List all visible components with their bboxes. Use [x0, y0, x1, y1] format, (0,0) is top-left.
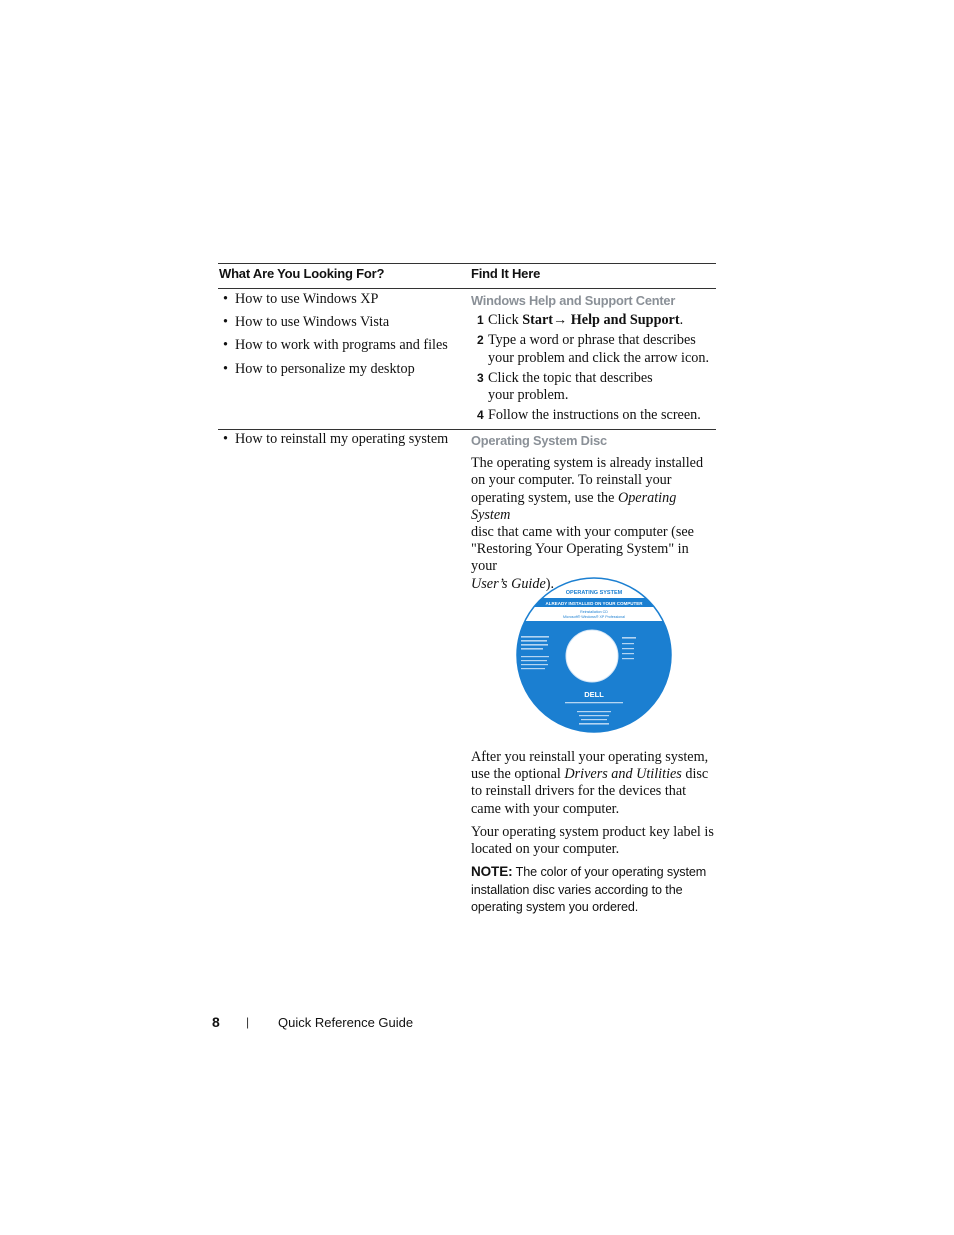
list-item: • How to work with programs and files: [223, 337, 448, 353]
note-label: NOTE:: [471, 864, 513, 880]
disc-brand-logo: DELL: [584, 690, 604, 699]
disc-band-label: ALREADY INSTALLED ON YOUR COMPUTER: [545, 601, 643, 606]
row1-help-center: [471, 292, 716, 424]
paragraph-reinstall: The operating system is already installed on your computer. To reinstall your operating system, use the Operating System disc that came with your computer (see "Restoring Your Operating System" in your User’s Guide).: [471, 455, 704, 592]
list-item: • How to reinstall my operating system: [223, 431, 449, 447]
step-2: 2 Type a word or phrase that describes your problem and click the arrow icon.: [477, 332, 710, 366]
list-item: • How to use Windows XP: [223, 291, 379, 307]
disc-top-label: OPERATING SYSTEM: [565, 590, 623, 596]
section-title-help-center: Windows Help and Support Center: [471, 293, 676, 308]
row-divider: [218, 429, 716, 430]
section-title-os-disc: Operating System Disc: [471, 433, 607, 448]
note-block: NOTE: The color of your operating system installation disc varies according to the operating system you ordered.: [471, 864, 707, 915]
disc-title-1: Reinstallation CD: [580, 610, 608, 614]
row2-os-disc: [471, 432, 716, 593]
row2-os-disc-continued: [471, 749, 721, 917]
header-rule: [218, 288, 716, 289]
paragraph-after-reinstall: After you reinstall your operating system, use the optional Drivers and Utilities disc to reinstall drivers for the devices that came with your computer.: [471, 749, 709, 817]
header-looking-for: What Are You Looking For?: [219, 266, 385, 281]
header-find-it-here: Find It Here: [471, 266, 541, 281]
footer-title: Quick Reference Guide: [278, 1015, 414, 1030]
footer-separator: |: [246, 1015, 250, 1029]
list-item: • How to use Windows Vista: [223, 314, 390, 330]
os-disc-image: [515, 576, 673, 734]
page-number: 8: [212, 1014, 220, 1030]
table-top-rule: [218, 263, 716, 264]
disc-title-2: Microsoft® Windows® XP Professional: [563, 615, 625, 619]
list-item: • How to personalize my desktop: [223, 361, 415, 377]
paragraph-product-key: Your operating system product key label is located on your computer.: [471, 823, 714, 858]
step-4: 4 Follow the instructions on the screen.: [477, 407, 701, 424]
step-3: 3 Click the topic that describes your problem.: [477, 369, 653, 404]
step-1: 1 Click Start→ Help and Support.: [477, 312, 684, 329]
